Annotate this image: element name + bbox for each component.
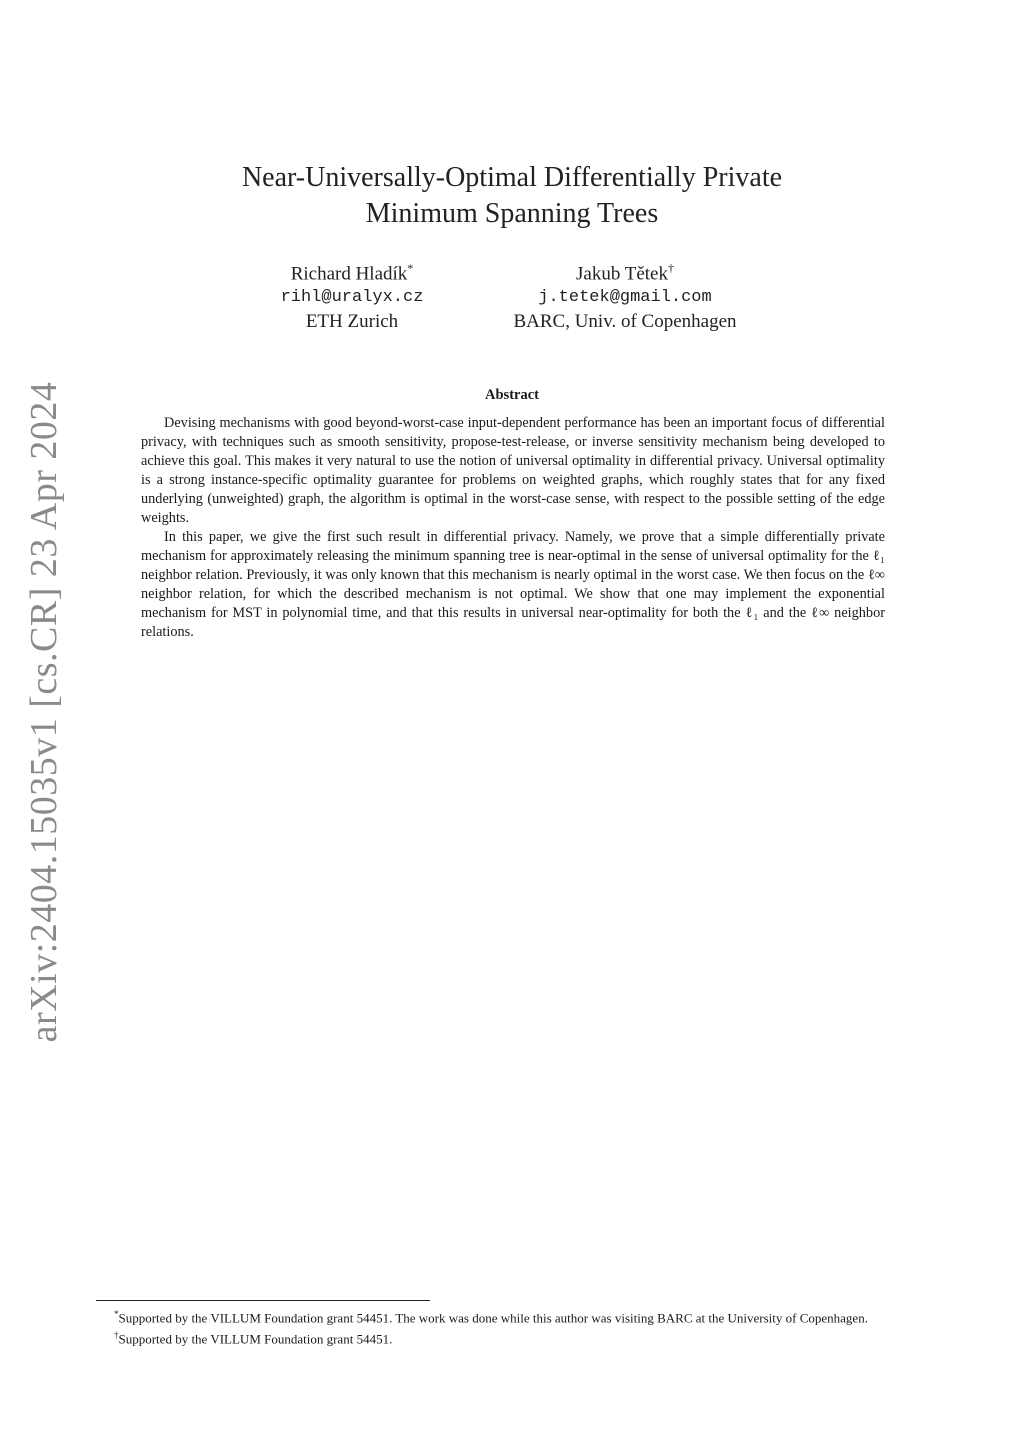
author-email: rihl@uralyx.cz: [280, 288, 424, 308]
abstract-heading: Abstract: [485, 387, 539, 403]
author-affiliation: BARC, Univ. of Copenhagen: [513, 311, 737, 333]
author-email: j.tetek@gmail.com: [538, 288, 712, 308]
footnote-mark: †: [114, 1329, 119, 1340]
title-line-2: Minimum Spanning Trees: [365, 198, 659, 229]
author-name-line: [232, 256, 472, 286]
author-affiliation: ETH Zurich: [305, 311, 399, 333]
footnote-rule: [96, 1300, 430, 1301]
abstract-paragraph-2: In this paper, we give the first such result in differential privacy. Namely, we prove that a simple differentially private mechanism for approximately releasing the minimum spanning tree is near-optimal in the sense of universal optimality for the ℓ₁ neighbor relation. Previously, it was only known that this mechanism is nearly optimal in the worst case. We then focus on the ℓ∞ neighbor relation, for which the described mechanism is not optimal. We show that one may implement the exponential mechanism for MST in polynomial time, and that this results in universal near-optimality for both the ℓ₁ and the ℓ∞ neighbor relations.: [141, 529, 885, 640]
author-name: Jakub Tětek: [576, 263, 668, 285]
author-name: Richard Hladík: [290, 263, 408, 285]
footnote-mark: †: [668, 261, 674, 275]
footnote-1: [96, 1306, 928, 1327]
paper-title: [0, 160, 1024, 232]
footnotes: [96, 1306, 928, 1348]
arxiv-identifier: arXiv:2404.15035v1 [cs.CR] 23 Apr 2024: [23, 381, 65, 1043]
footnote-text: Supported by the VILLUM Foundation grant 54451.: [118, 1331, 393, 1347]
footnote-mark: *: [407, 261, 414, 275]
author-block-2: [466, 256, 784, 334]
footnote-text: Supported by the VILLUM Foundation grant 54451. The work was done while this author was visiting BARC at the University of Copenhagen.: [118, 1310, 868, 1326]
abstract-body: [141, 414, 885, 642]
author-block-1: [232, 256, 472, 334]
footnote-2: [96, 1327, 928, 1348]
title-line-1: Near-Universally-Optimal Differentially Private: [241, 162, 783, 193]
footnote-mark: *: [114, 1309, 119, 1319]
abstract-paragraph-1: Devising mechanisms with good beyond-worst-case input-dependent performance has been an important focus of differential privacy, with techniques such as smooth sensitivity, propose-test-release, or inverse sensitivity mechanism being developed to achieve this goal. This makes it very natural to use the notion of universal optimality in differential privacy. Universal optimality is a strong instance-specific optimality guarantee for problems on weighted graphs, which roughly states that for any fixed underlying (unweighted) graph, the algorithm is optimal in the worst-case sense, with respect to the possible setting of the edge weights.: [141, 415, 885, 526]
author-name-line: [466, 256, 784, 286]
